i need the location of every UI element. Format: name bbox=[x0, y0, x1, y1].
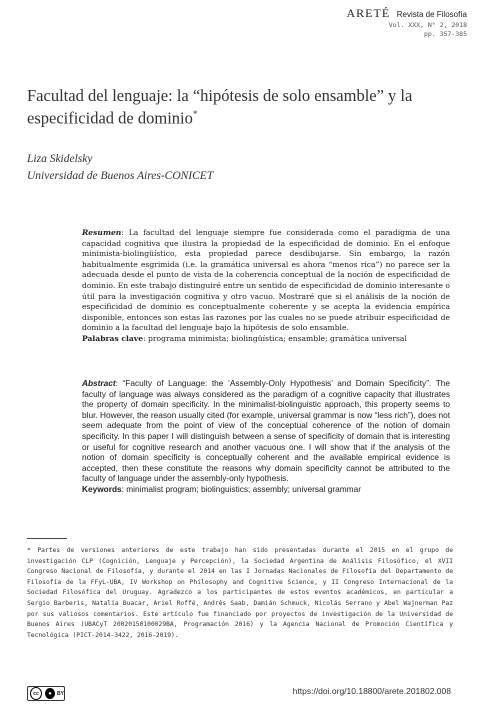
cc-license-badge[interactable] bbox=[27, 686, 65, 701]
resumen-keywords bbox=[82, 334, 450, 345]
doi-link[interactable]: https://doi.org/10.18800/arete.201802.008 bbox=[292, 686, 451, 696]
article-title bbox=[27, 86, 457, 128]
page-range: pp. 357-385 bbox=[423, 30, 467, 38]
journal-brand: ARETÉ bbox=[346, 6, 391, 20]
journal-name: Revista de Filosofía bbox=[396, 10, 467, 19]
resumen-body: : La facultad del lenguaje siempre fue considerada como el paradigma de una capacidad cognitiva que ilustra la propiedad de la especificidad de dominio. En el enfoque minimista-biolingüístico, esta propiedad parece desdibujarse. Sin embargo, la razón habitualmente esgrimida (i.e. la gramática universal es ahora “menos rica”) no parece ser la adecuada desde el punto de vista de la coherencia conceptual de la noción de especificidad de dominio. En este trabajo distinguiré entre un sentido de especificidad de dominio interesante o útil para la investigación cognitiva y otro vacuo. Mostraré que si el análisis de la noción de especificidad de dominio es conceptualmente coherente y se acepta la evidencia empírica disponible, entonces son estas las razones por las cuales no se puede atribuir especificidad de dominio a la facultad del lenguaje bajo la hipótesis de solo ensamble. bbox=[82, 228, 450, 333]
resumen-keywords-label: Palabras clave bbox=[82, 333, 144, 343]
resumen-paragraph bbox=[82, 228, 450, 334]
volume-info: Vol. XXX, N° 2, 2018 bbox=[388, 21, 467, 29]
abstract-keywords-label: Keywords bbox=[82, 483, 122, 494]
footnote: * Partes de versiones anteriores de este trabajo han sido presentadas durante el 2015 en el grupo de investigación CLP (Cognición, Lenguaje y Percepción), la Sociedad Argentina de Análisis Filosófico, el XVII Congreso Nacional de Filosofía, y durante el 2014 en las I Jornadas Nacionales de Filosofía del Departamento de Filosofía de la FFyL-UBA, IV Workshop on Philosophy and Cognitive Science, y II Congreso Internacional de la Sociedad Filosófica del Uruguay. Agradezco a los participantes de estos eventos académicos, en particular a Sergio Barberis, Natalia Buacar, Ariel Roffé, Andrés Saab, Damián Schmuck, Nicolás Serrano y Abel Wajnerman Paz por sus valiosos comentarios. Este artículo fue financiado por proyectos de investigación de la Universidad de Buenos Aires (UBACyT 20020150100029BA, Programación 2016) y la Agencia Nacional de Promoción Científica y Tecnológica (PICT-2014-3422, 2016-2019). bbox=[27, 547, 453, 639]
resumen-keywords-text: : programa minimista; biolingüística; ensamble; gramática universal bbox=[143, 333, 407, 343]
cc-by-label: BY bbox=[57, 690, 64, 697]
footnote-divider bbox=[27, 538, 67, 539]
author-affiliation: Universidad de Buenos Aires-CONICET bbox=[27, 170, 214, 182]
article-title-text: Facultad del lenguaje: la “hipótesis de solo ensamble” y la especificidad de dominio bbox=[27, 86, 413, 128]
abstract-paragraph bbox=[82, 378, 450, 484]
journal-header bbox=[347, 6, 467, 39]
author-name: Liza Skidelsky bbox=[27, 153, 93, 165]
abstract-keywords bbox=[82, 484, 450, 495]
abstract-keywords-text: : minimalist program; biolinguistics; assembly; universal grammar bbox=[121, 483, 361, 494]
abstract-label: Abstract bbox=[82, 378, 116, 388]
abstract-body: : “Faculty of Language: the ‘Assembly-Only Hypothesis’ and Domain Specificity”. The faculty of language was always considered as the paradigm of a cognitive capacity that illustrates the property of domain specificity. In the minimalist-biolinguistic approach, this property seems to blur. However, the reason usually cited (for example, universal grammar is now “less rich”), does not seem adequate from the point of view of the conceptual coherence of the notion of domain specificity. In this paper I will distinguish between a sense of specificity of domain that is interesting or useful for cognitive research and another vacuous one. I will show that if the analysis of the notion of domain specificity is conceptually coherent and the available empirical evidence is accepted, then these constitute the reasons why domain specificity cannot be attributed to the faculty of language under the assembly-only hypothesis. bbox=[82, 378, 450, 484]
resumen-section bbox=[82, 228, 450, 345]
by-icon: ● bbox=[45, 688, 55, 699]
abstract-section bbox=[82, 378, 450, 495]
author-block bbox=[27, 151, 213, 185]
title-footnote-mark[interactable]: * bbox=[192, 109, 198, 119]
resumen-label: Resumen bbox=[82, 228, 122, 237]
cc-icon: cc bbox=[30, 687, 42, 700]
